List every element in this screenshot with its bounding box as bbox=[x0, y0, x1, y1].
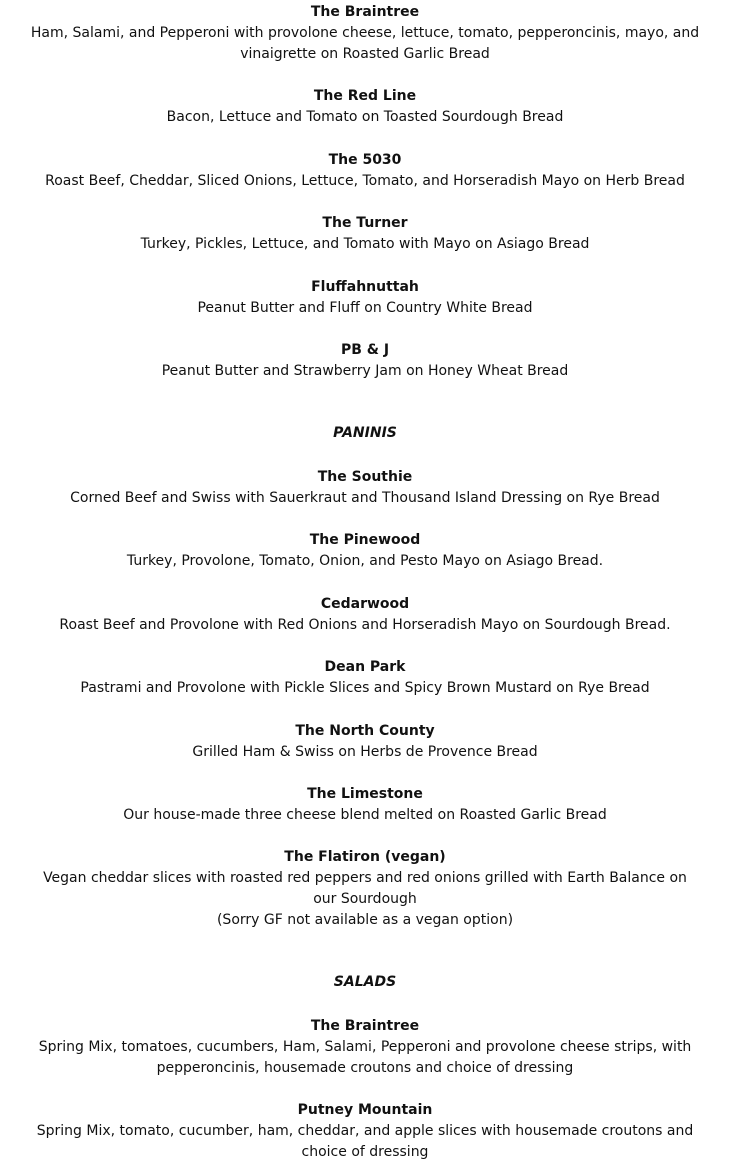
item-description: Roast Beef, Cheddar, Sliced Onions, Lettuce, Tomato, and Horseradish Mayo on Herb Bread bbox=[45, 173, 685, 189]
menu-item-pinewood bbox=[30, 530, 700, 572]
item-name: PB & J bbox=[340, 342, 390, 358]
item-description: Spring Mix, tomato, cucumber, ham, cheddar, and apple slices with housemade croutons and choice of dressing bbox=[36, 1123, 694, 1160]
item-name: The Flatiron (vegan) bbox=[284, 849, 446, 865]
menu-item-fluffahnuttah bbox=[30, 277, 700, 319]
menu-item-braintree bbox=[30, 2, 700, 65]
item-description: Pastrami and Provolone with Pickle Slices and Spicy Brown Mustard on Rye Bread bbox=[80, 680, 650, 696]
item-name: Dean Park bbox=[324, 659, 406, 675]
menu-item-salad-braintree bbox=[30, 1016, 700, 1079]
menu-item-flatiron bbox=[30, 847, 700, 931]
item-name: The Southie bbox=[317, 469, 413, 485]
menu-item-cedarwood bbox=[30, 594, 700, 636]
item-description: Peanut Butter and Fluff on Country White Bread bbox=[197, 300, 533, 316]
item-name: Putney Mountain bbox=[297, 1102, 433, 1118]
menu-item-pb-and-j bbox=[30, 340, 700, 382]
section-title-paninis: PANINIS bbox=[333, 425, 397, 441]
item-description: Spring Mix, tomatoes, cucumbers, Ham, Salami, Pepperoni and provolone cheese strips, with pepperoncinis, housemade croutons and choice of dressing bbox=[38, 1039, 692, 1076]
menu-item-turner bbox=[30, 213, 700, 255]
item-name: The Limestone bbox=[307, 786, 423, 802]
section-title-salads: SALADS bbox=[333, 974, 397, 990]
item-description: Peanut Butter and Strawberry Jam on Honey Wheat Bread bbox=[161, 363, 569, 379]
item-description: Our house-made three cheese blend melted on Roasted Garlic Bread bbox=[123, 807, 607, 823]
item-name: The Red Line bbox=[313, 88, 417, 104]
menu-item-putney-mountain bbox=[30, 1100, 700, 1163]
item-name: The 5030 bbox=[328, 152, 402, 168]
item-name: The North County bbox=[295, 723, 435, 739]
item-description: Bacon, Lettuce and Tomato on Toasted Sourdough Bread bbox=[166, 109, 564, 125]
item-description: Vegan cheddar slices with roasted red peppers and red onions grilled with Earth Balance on our Sourdough bbox=[43, 870, 687, 907]
item-name: Cedarwood bbox=[320, 596, 410, 612]
item-description: Roast Beef and Provolone with Red Onions and Horseradish Mayo on Sourdough Bread. bbox=[59, 617, 671, 633]
menu-item-5030 bbox=[30, 150, 700, 192]
item-name: The Pinewood bbox=[309, 532, 421, 548]
menu-item-red-line bbox=[30, 86, 700, 128]
item-description: Corned Beef and Swiss with Sauerkraut and Thousand Island Dressing on Rye Bread bbox=[70, 490, 660, 506]
menu-item-dean-park bbox=[30, 657, 700, 699]
item-description: Turkey, Provolone, Tomato, Onion, and Pesto Mayo on Asiago Bread. bbox=[126, 553, 604, 569]
item-name: Fluffahnuttah bbox=[311, 279, 419, 295]
menu-item-north-county bbox=[30, 721, 700, 763]
item-name: The Braintree bbox=[310, 1018, 420, 1034]
item-description: Grilled Ham & Swiss on Herbs de Provence Bread bbox=[192, 744, 538, 760]
item-note: (Sorry GF not available as a vegan option) bbox=[216, 912, 514, 928]
item-description: Ham, Salami, and Pepperoni with provolone cheese, lettuce, tomato, pepperoncinis, mayo, and vinaigrette on Roasted Garlic Bread bbox=[30, 25, 700, 62]
item-description: Turkey, Pickles, Lettuce, and Tomato with Mayo on Asiago Bread bbox=[140, 236, 590, 252]
menu-item-limestone bbox=[30, 784, 700, 826]
item-name: The Braintree bbox=[310, 4, 420, 20]
item-name: The Turner bbox=[322, 215, 408, 231]
menu-item-southie bbox=[30, 467, 700, 509]
